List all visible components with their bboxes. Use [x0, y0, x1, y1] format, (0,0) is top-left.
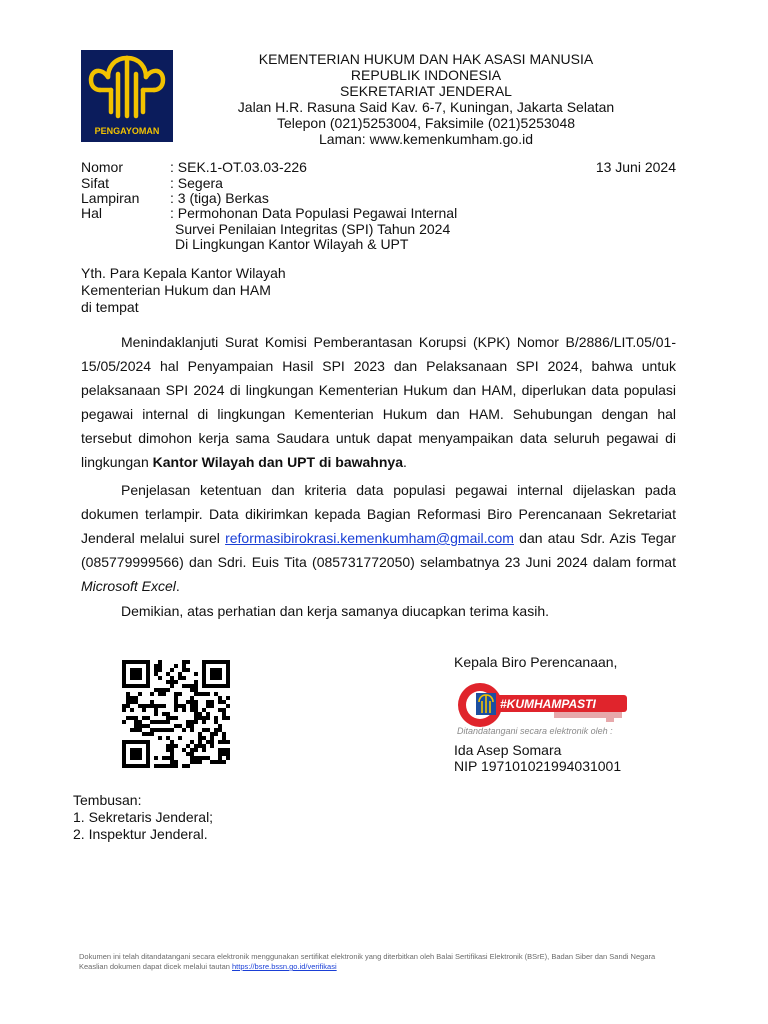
footer-line: Dokumen ini telah ditandatangani secara elektronik menggunakan sertifikat elektronik yang diterbitkan oleh Balai Sertifikasi Elektronik (BSrE), Badan Siber dan Sandi Negara: [79, 952, 656, 961]
recipient-line: Yth. Para Kepala Kantor Wilayah: [81, 265, 286, 281]
footer-line: [79, 962, 699, 972]
letter-date: 13 Juni 2024: [595, 159, 676, 175]
svg-text:#KUMHAMPASTI: #KUMHAMPASTI: [500, 697, 596, 711]
cc-label: Tembusan:: [73, 792, 142, 808]
hal-label: Hal: [81, 205, 103, 221]
cc-block: [73, 792, 213, 843]
kumhampasti-badge: [454, 680, 634, 730]
hal-line-3: Di Lingkungan Kantor Wilayah & UPT: [175, 236, 409, 252]
letterhead: [180, 51, 672, 147]
svg-text:PENGAYOMAN: PENGAYOMAN: [94, 126, 160, 136]
signer-block: [454, 742, 621, 774]
recipient-line: di tempat: [81, 299, 139, 315]
ministry-logo: [81, 50, 173, 142]
qr-code: [122, 660, 230, 768]
website: Laman: www.kemenkumham.go.id: [319, 131, 533, 147]
recipient-line: Kementerian Hukum dan HAM: [81, 282, 271, 298]
nomor-value: : SEK.1-OT.03.03-226: [170, 159, 307, 175]
bold-text: Kantor Wilayah dan UPT di bawahnya: [152, 454, 403, 470]
hal-line-1: : Permohonan Data Populasi Pegawai Internal: [170, 205, 458, 221]
lampiran-value: : 3 (tiga) Berkas: [170, 190, 269, 206]
email-link[interactable]: reformasibirokrasi.kemenkumham@gmail.com: [225, 530, 514, 546]
cc-item: 1. Sekretaris Jenderal;: [73, 809, 214, 825]
footer-text: Keaslian dokumen dapat dicek melalui tautan: [79, 962, 233, 971]
paragraph-text: Penjelasan ketentuan dan kriteria data populasi pegawai internal dijelaskan pada dokumen terlampir. Data dikirimkan kepada Bagian Reformasi Biro Perencanaan Sekretariat Jenderal melalui surel: [81, 482, 676, 546]
phone-fax: Telepon (021)5253004, Faksimile (021)5253048: [276, 115, 576, 131]
hal-line-2: Survei Penilaian Integritas (SPI) Tahun 2024: [175, 221, 451, 237]
sifat-value: : Segera: [170, 175, 223, 191]
body-paragraph-2: [81, 478, 676, 598]
ministry-name: KEMENTERIAN HUKUM DAN HAK ASASI MANUSIA: [258, 51, 594, 67]
paragraph-end: .: [402, 454, 407, 470]
signer-nip: NIP 197101021994031001: [454, 758, 622, 774]
sifat-label: Sifat: [81, 175, 110, 191]
lampiran-label: Lampiran: [81, 190, 140, 206]
nomor-label: Nomor: [81, 159, 124, 175]
signatory-title: Kepala Biro Perencanaan,: [454, 654, 618, 670]
esign-note: Ditandatangani secara elektronik oleh :: [457, 726, 613, 736]
footer-note: [79, 952, 699, 972]
address: Jalan H.R. Rasuna Said Kav. 6-7, Kuningan, Jakarta Selatan: [237, 99, 615, 115]
paragraph-text: dan atau Sdr. Azis Tegar (085779999566) dan Sdri. Euis Tita (085731772050) selambatnya 23 Juni 2024 dalam format: [81, 530, 676, 570]
paragraph-text: Menindaklanjuti Surat Komisi Pemberantasan Korupsi (KPK) Nomor B/2886/LIT.05/01-15/05/2024 hal Penyampaian Hasil SPI 2023 dan Pelaksanaan SPI 2024, bahwa untuk pelaksanaan SPI 2024 di lingkungan Kementerian Hukum dan HAM, diperlukan data populasi pegawai internal di lingkungan Kementerian Hukum dan HAM. Sehubungan dengan hal tersebut dimohon kerja sama Saudara untuk dapat menyampaikan data seluruh pegawai di lingkungan: [81, 334, 676, 470]
signer-name: Ida Asep Somara: [454, 742, 562, 758]
cc-item: 2. Inspektur Jenderal.: [73, 826, 208, 842]
verification-link[interactable]: https://bsre.bssn.go.id/verifikasi: [232, 962, 337, 971]
paragraph-end: .: [175, 578, 180, 594]
closing-paragraph: Demikian, atas perhatian dan kerja samanya diucapkan terima kasih.: [121, 603, 550, 619]
recipient-block: [81, 265, 286, 316]
unit-name: SEKRETARIAT JENDERAL: [340, 83, 512, 99]
italic-text: Microsoft Excel: [81, 578, 176, 594]
country-name: REPUBLIK INDONESIA: [350, 67, 502, 83]
body-paragraph-1: [81, 330, 676, 474]
